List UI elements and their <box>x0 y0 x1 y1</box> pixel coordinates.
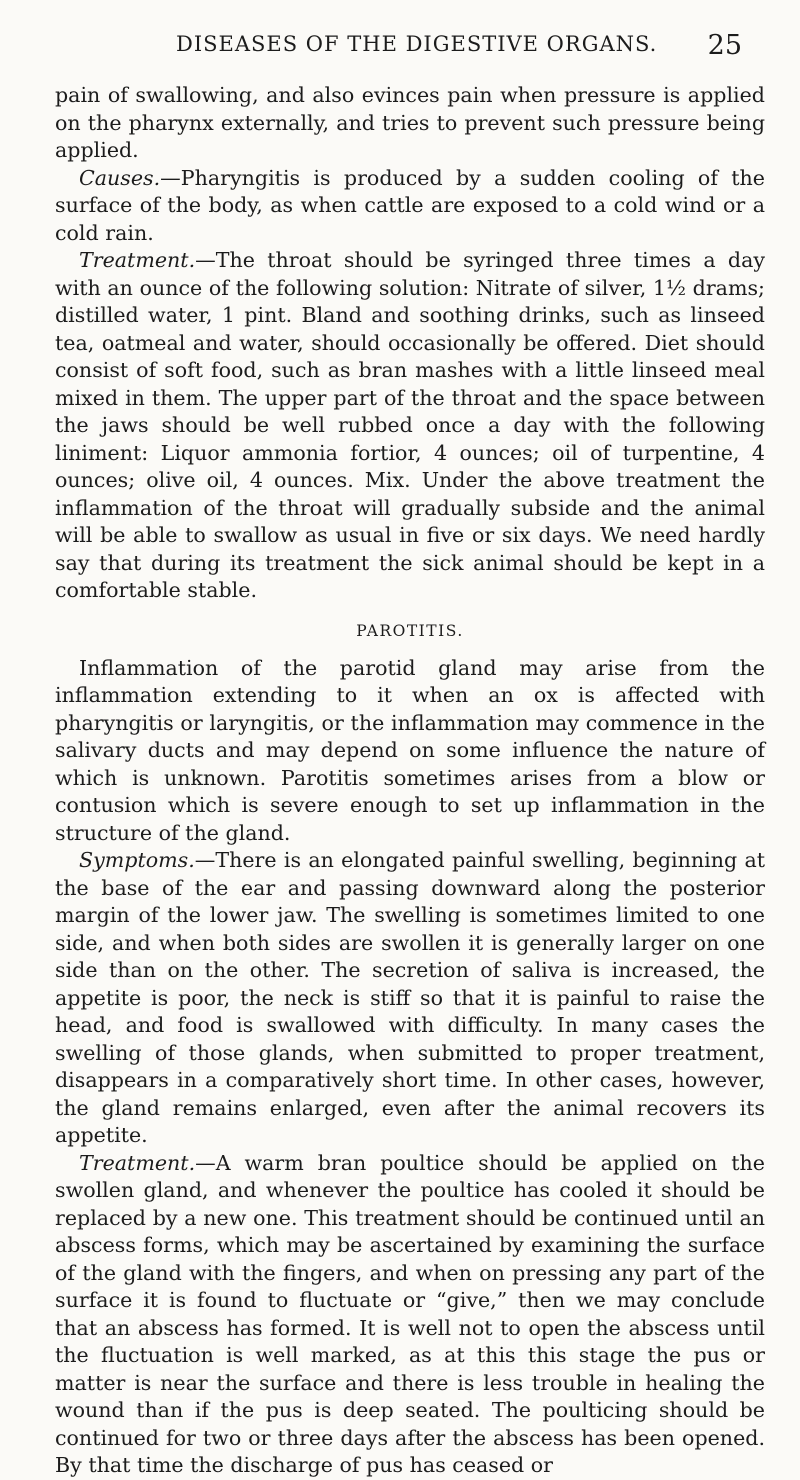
run-in-heading: Treatment. <box>79 1150 196 1175</box>
paragraph-text: pain of swallowing, and also evinces pain when pressure is applied on the pharynx externally, and tries to prevent such pressure being applied. <box>55 83 765 162</box>
running-head <box>120 30 742 62</box>
run-in-heading: Treatment. <box>79 248 196 272</box>
paragraph-text: —Pharyngitis is produced by a sudden cooling of the surface of the body, as when cattle are exposed to a cold wind or a cold rain. <box>55 165 765 245</box>
paragraph-text: —There is an elongated painful swelling, beginning at the base of the ear and passing downward along the posterior margin of the lower jaw. The swelling is sometimes limited to one side, and when both sides are swollen it is generally larger on one side than on the other. The secretion of saliva is increased, the appetite is poor, the neck is stiff so that it is painful to raise the head, and food is swallowed with difficulty. In many cases the swelling of those glands, when submitted to proper treatment, disappears in a comparatively short time. In other cases, however, the gland remains enlarged, even after the animal recovers its appetite. <box>55 848 765 1147</box>
page-number: 25 <box>707 30 742 61</box>
paragraph-treatment <box>55 247 765 605</box>
paragraph-text: Inflammation of the parotid gland may arise from the inflammation extending to it when an ox is affected with pharyngitis or laryngitis, or the inflammation may commence in the salivary ducts and may depend on some influence the nature of which is unknown. Parotitis sometimes arises from a blow or contusion which is severe enough to set up inflammation in the structure of the gland. <box>55 655 765 845</box>
paragraph-treatment <box>55 1150 765 1480</box>
paragraph-intro <box>55 655 765 848</box>
paragraph-text: —A warm bran poultice should be applied on the swollen gland, and whenever the poultice has cooled it should be replaced by a new one. This treatment should be continued until an abscess forms, which may be ascertained by examining the surface of the gland with the fingers, and when on pressing any part of the surface it is found to fluctuate or “give,” then we may conclude that an abscess has formed. It is well not to open the abscess until the fluctuation is well marked, as at this this stage the pus or matter is near the surface and there is less trouble in healing the wound than if the pus is deep seated. The poulticing should be continued for two or three days after the abscess has been opened. By that time the discharge of pus has ceased or <box>55 1150 765 1477</box>
paragraph-continuation <box>55 82 765 165</box>
paragraph-causes <box>55 165 765 248</box>
running-head-title: DISEASES OF THE DIGESTIVE ORGANS. <box>176 32 658 56</box>
paragraph-symptoms <box>55 847 765 1150</box>
paragraph-text: —The throat should be syringed three times a day with an ounce of the following solution: Nitrate of silver, 1½ drams; distilled water, 1 pint. Bland and soothing drinks, such as linseed tea, oatmeal and water, should occasionally be offered. Diet should consist of soft food, such as bran mashes with a little linseed meal mixed in them. The upper part of the throat and the space between the jaws should be well rubbed once a day with the following liniment: Liquor ammonia fortior, 4 ounces; oil of turpentine, 4 ounces; olive oil, 4 ounces. Mix. Under the above treatment the inflammation of the throat will gradually subside and the animal will be able to swallow as usual in five or six days. We need hardly say that during its treatment the sick animal should be kept in a comfortable stable. <box>55 248 765 602</box>
body-text <box>55 82 765 1480</box>
section-heading: PAROTITIS. <box>356 621 464 640</box>
run-in-heading: Symptoms. <box>79 848 195 872</box>
run-in-heading: Causes. <box>79 165 161 190</box>
